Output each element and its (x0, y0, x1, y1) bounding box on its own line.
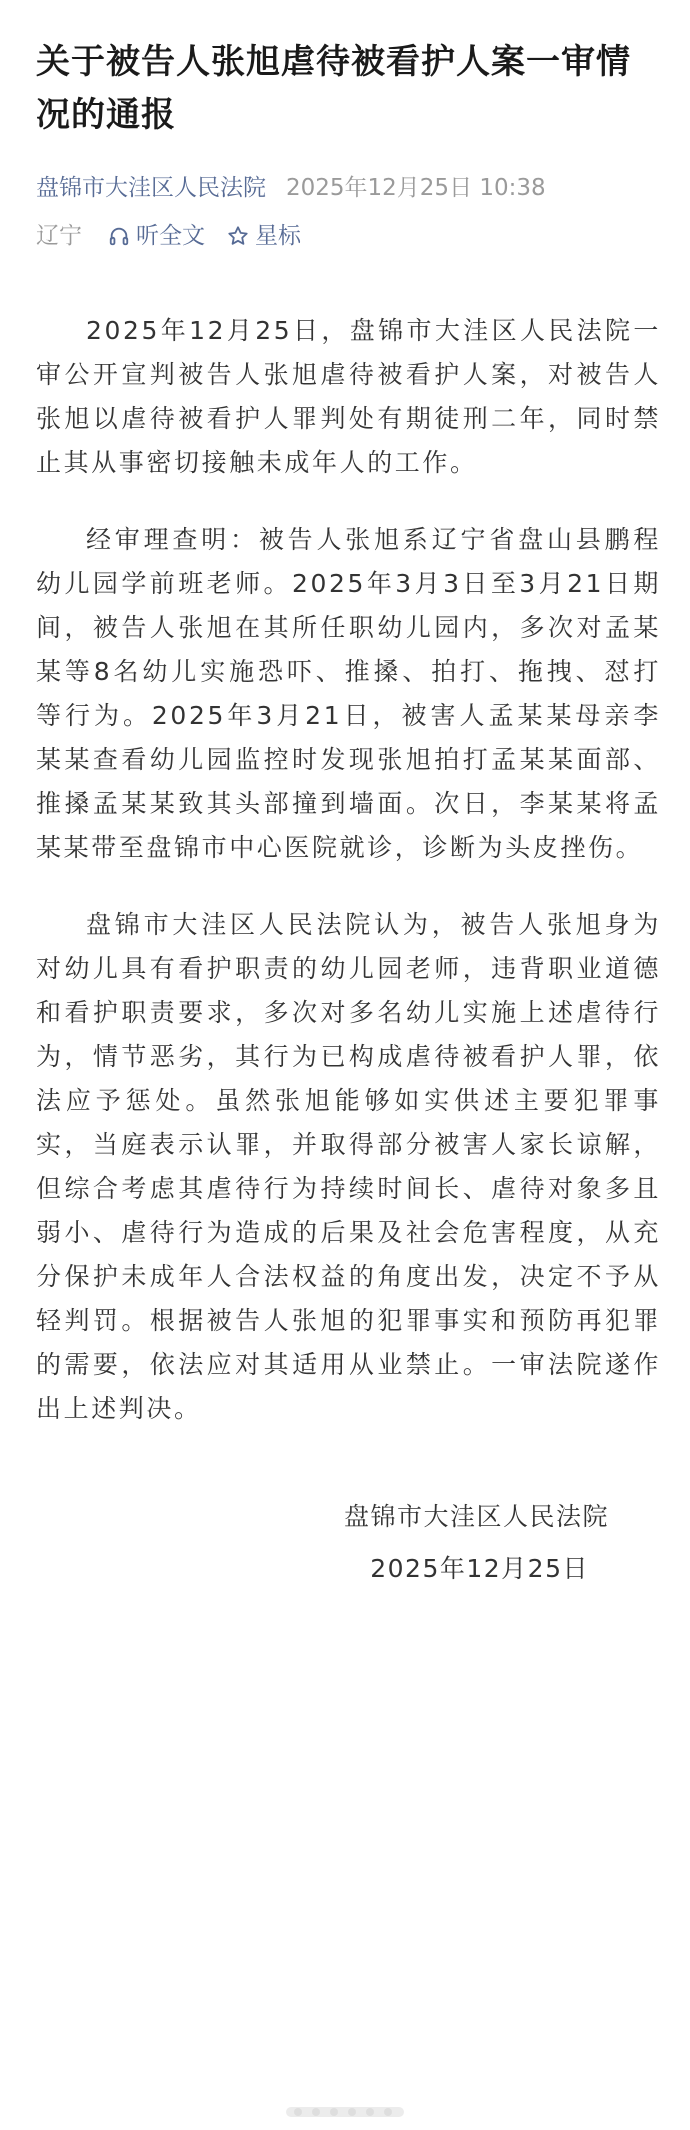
listen-button[interactable] (108, 219, 205, 253)
article-title: 关于被告人张旭虐待被看护人案一审情况的通报 (36, 42, 631, 135)
meta-row-source (36, 171, 661, 205)
article-paragraph-1: 2025年12月25日，盘锦市大洼区人民法院一审公开宣判被告人张旭虐待被看护人案，对被告人张旭以虐待被看护人罪判处有期徒刑二年，同时禁止其从事密切接触未成年人的工作。 (36, 316, 661, 477)
listen-label: 听全文 (136, 223, 205, 249)
source-link[interactable]: 盘锦市大洼区人民法院 (36, 175, 266, 201)
article-container (36, 36, 661, 1595)
signature-date: 2025年12月25日 (370, 1554, 589, 1583)
headphones-icon (108, 225, 130, 247)
publish-time: 2025年12月25日 10:38 (286, 175, 546, 201)
article-paragraph-2: 经审理查明：被告人张旭系辽宁省盘山县鹏程幼儿园学前班老师。2025年3月3日至3月21日期间，被告人张旭在其所任职幼儿园内，多次对孟某某等8名幼儿实施恐吓、推搡、拍打、拖拽、怼打等行为。2025年3月21日，被害人孟某某母亲李某某查看幼儿园监控时发现张旭拍打孟某某面部、推搡孟某某致其头部撞到墙面。次日，李某某将孟某某带至盘锦市中心医院就诊，诊断为头皮挫伤。 (36, 525, 661, 862)
signature-block (36, 1491, 661, 1595)
article-meta (36, 171, 661, 253)
signature-org: 盘锦市大洼区人民法院 (343, 1502, 609, 1531)
region-label: 辽宁 (36, 223, 82, 249)
article-paragraph-3: 盘锦市大洼区人民法院认为，被告人张旭身为对幼儿具有看护职责的幼儿园老师，违背职业道德和看护职责要求，多次对多名幼儿实施上述虐待行为，情节恶劣，其行为已构成虐待被看护人罪，依法应予惩处。虽然张旭能够如实供述主要犯罪事实，当庭表示认罪，并取得部分被害人家长谅解，但综合考虑其虐待行为持续时间长、虐待对象多且弱小、虐待行为造成的后果及社会危害程度，从充分保护未成年人合法权益的角度出发，决定不予从轻判罚。根据被告人张旭的犯罪事实和预防再犯罪的需要，依法应对其适用从业禁止。一审法院遂作出上述判决。 (36, 910, 661, 1423)
meta-row-actions (36, 219, 661, 253)
star-outline-icon (227, 225, 249, 247)
star-button[interactable] (227, 219, 301, 253)
blurred-watermark (286, 2104, 404, 2120)
star-label: 星标 (255, 223, 301, 249)
article-body (36, 309, 661, 1431)
